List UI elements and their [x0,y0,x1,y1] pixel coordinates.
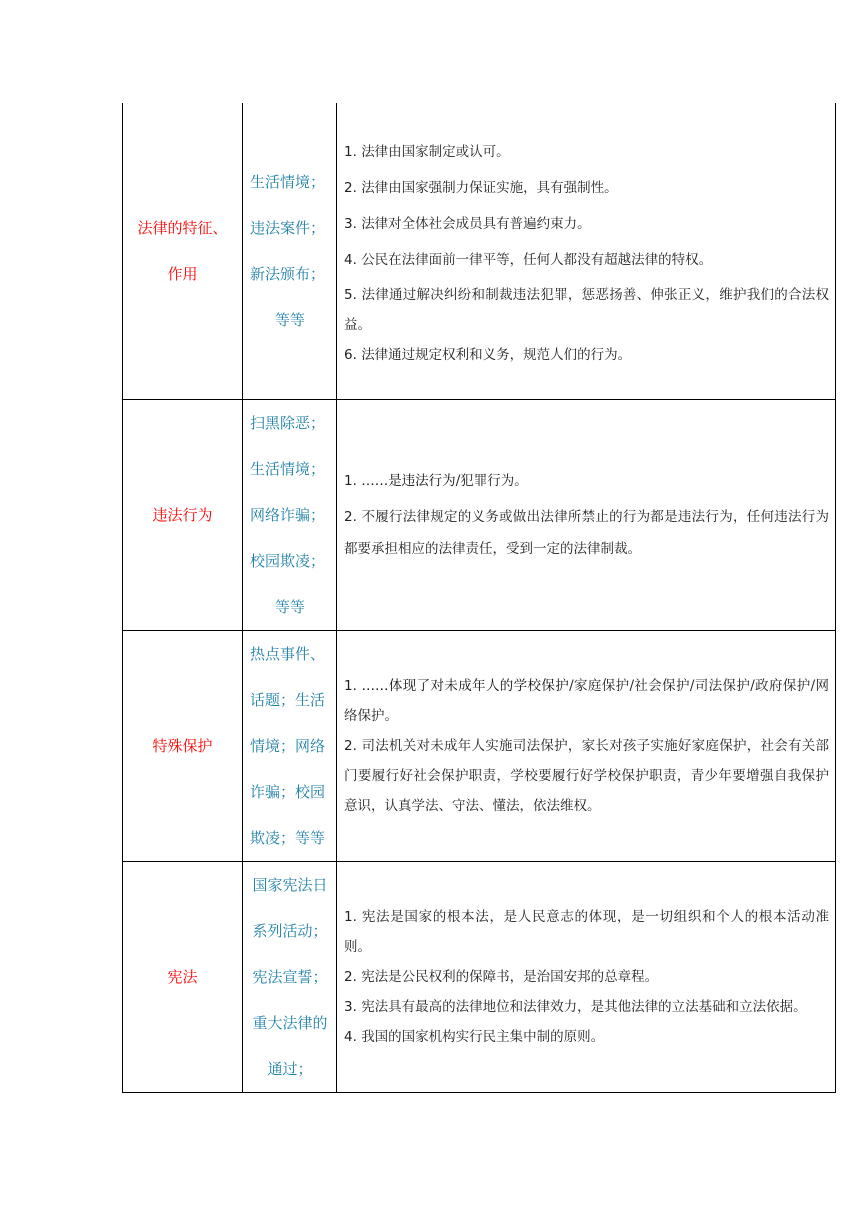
table-row [123,861,836,1092]
topic-label: 违法行为 [152,505,213,524]
point-item: 3. 法律对全体社会成员具有普遍约束力。 [344,215,591,232]
context-item: 等等 [274,310,305,329]
context-cell [243,861,337,1092]
topic-label: 特殊保护 [152,736,213,755]
context-item: 生活情境； [250,172,326,191]
points-cell [337,861,836,1092]
context-item: 生活情境； [250,459,326,478]
points-cell [337,399,836,630]
point-item: 2. 宪法是公民权利的保障书，是治国安邦的总章程。 [344,968,659,985]
points-cell [337,630,836,861]
context-item: 扫黑除恶； [250,413,326,432]
point-item: 1. ……是违法行为/犯罪行为。 [344,472,528,489]
context-item: 等等 [274,597,305,616]
point-item: 2. 法律由国家强制力保证实施，具有强制性。 [344,179,618,196]
context-item: 热点事件、话题；生活情境；网络诈骗；校园欺凌；等等 [250,644,326,847]
point-item: 1. 法律由国家制定或认可。 [344,143,510,160]
points-cell [337,103,836,399]
point-item: 1. ……体现了对未成年人的学校保护/家庭保护/社会保护/司法保护/政府保护/网络保护。 [344,677,830,724]
context-item: 国家宪法日系列活动；宪法宣誓；重大法律的通过； [252,875,328,1078]
context-item: 校园欺凌； [250,551,326,570]
table-row [123,630,836,861]
point-item: 1. 宪法是国家的根本法，是人民意志的体现，是一切组织和个人的根本活动准则。 [344,908,829,955]
topic-label: 法律的特征、作用 [137,218,228,283]
point-item: 2. 不履行法律规定的义务或做出法律所禁止的行为都是违法行为，任何违法行为都要承担相应的法律责任，受到一定的法律制裁。 [344,508,830,557]
table-row [123,103,836,399]
topic-cell [123,861,243,1092]
context-cell [243,103,337,399]
topic-cell [123,630,243,861]
point-item: 4. 公民在法律面前一律平等，任何人都没有超越法律的特权。 [344,251,713,268]
topic-label: 宪法 [167,967,198,986]
table-row [123,399,836,630]
point-item: 4. 我国的国家机构实行民主集中制的原则。 [344,1028,605,1045]
context-item: 新法颁布； [250,264,326,283]
context-item: 网络诈骗； [250,505,326,524]
point-item: 5. 法律通过解决纠纷和制裁违法犯罪，惩恶扬善、伸张正义，维护我们的合法权益。 [344,286,830,333]
topic-cell [123,103,243,399]
context-item: 违法案件； [250,218,326,237]
context-cell [243,399,337,630]
knowledge-table [122,103,836,1093]
context-cell [243,630,337,861]
point-item: 3. 宪法具有最高的法律地位和法律效力，是其他法律的立法基础和立法依据。 [344,998,807,1015]
point-item: 2. 司法机关对未成年人实施司法保护，家长对孩子实施好家庭保护，社会有关部门要履行好社会保护职责，学校要履行好学校保护职责，青少年要增强自我保护意识，认真学法、守法、懂法，依法维权。 [344,737,830,814]
point-item: 6. 法律通过规定权利和义务，规范人们的行为。 [344,346,632,363]
topic-cell [123,399,243,630]
